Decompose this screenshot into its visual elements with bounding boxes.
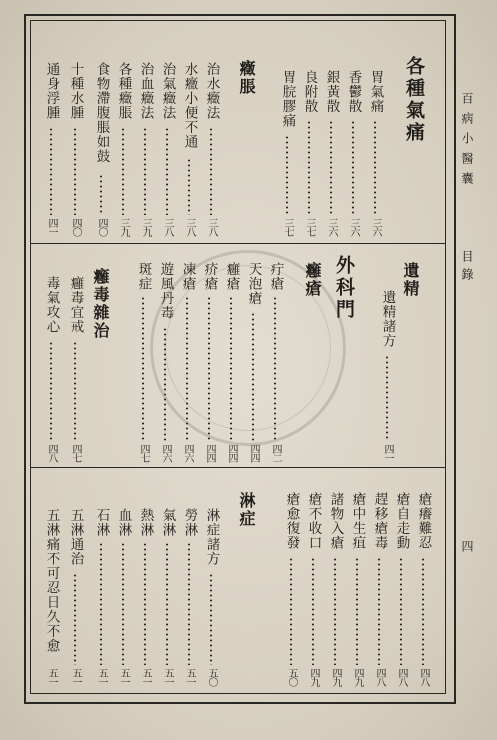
toc-entry-label: 淋症諸方 bbox=[203, 508, 220, 566]
toc-page-number: 五一 bbox=[184, 668, 195, 686]
toc-entry-label: 胃脘膠痛 bbox=[279, 70, 296, 128]
toc-entry-label: 凍瘡 bbox=[179, 262, 196, 291]
toc-leader-dots bbox=[166, 127, 168, 215]
toc-page-number: 五一 bbox=[46, 668, 57, 686]
toc-entry-label: 石淋 bbox=[93, 508, 110, 537]
toc-entry-label: 癰瘡 bbox=[223, 262, 240, 291]
toc-page-number: 五一 bbox=[96, 668, 107, 686]
toc-page-number: 三七 bbox=[304, 218, 315, 236]
toc-leader-dots bbox=[352, 120, 354, 216]
toc-entry-label: 十種水腫 bbox=[67, 62, 84, 120]
toc-page-number: 三八 bbox=[184, 218, 195, 236]
band-divider-top bbox=[30, 243, 446, 244]
toc-leader-dots bbox=[122, 127, 124, 215]
toc-page-number: 四七 bbox=[138, 444, 149, 462]
toc-page-number: 三八 bbox=[206, 218, 217, 236]
toc-page-number: 三六 bbox=[326, 218, 337, 236]
toc-leader-dots bbox=[230, 296, 232, 441]
toc-page-number: 四四 bbox=[248, 444, 259, 462]
toc-page-number: 四七 bbox=[70, 444, 81, 462]
toc-leader-dots bbox=[144, 127, 146, 215]
toc-leader-dots bbox=[142, 296, 144, 441]
toc-page-number: 五〇 bbox=[206, 668, 217, 686]
toc-leader-dots bbox=[422, 557, 424, 665]
toc-leader-dots bbox=[164, 327, 166, 441]
toc-entry-label: 各種癥脹 bbox=[115, 62, 132, 120]
toc-page-number: 五一 bbox=[162, 668, 173, 686]
toc-page-number: 四四 bbox=[204, 444, 215, 462]
toc-page-number: 五一 bbox=[118, 668, 129, 686]
toc-leader-dots bbox=[356, 557, 358, 665]
toc-leader-dots bbox=[312, 557, 314, 665]
toc-page-number: 四六 bbox=[160, 444, 171, 462]
toc-leader-dots bbox=[74, 573, 76, 665]
toc-leader-dots bbox=[208, 296, 210, 441]
toc-page-number: 五〇 bbox=[286, 668, 297, 686]
toc-entry-label: 瘡不收口 bbox=[305, 492, 322, 550]
toc-entry-label: 毒氣攻心 bbox=[43, 276, 60, 334]
toc-entry-label: 諸物入瘡 bbox=[327, 492, 344, 550]
toc-entry-label: 水癥小便不通 bbox=[181, 62, 198, 149]
inner-frame bbox=[30, 20, 446, 694]
toc-leader-dots bbox=[308, 120, 310, 216]
toc-entry-label: 瘡愈復發 bbox=[283, 492, 300, 550]
toc-page-number: 三九 bbox=[118, 218, 129, 236]
toc-entry-label: 遊風丹毒 bbox=[157, 262, 174, 320]
toc-leader-dots bbox=[74, 341, 76, 441]
toc-leader-dots bbox=[330, 120, 332, 216]
toc-entry-label: 癰毒宜戒 bbox=[67, 276, 84, 334]
toc-leader-dots bbox=[210, 573, 212, 665]
heading-sores: 癰瘡 bbox=[303, 262, 322, 298]
band-divider-bottom bbox=[30, 467, 446, 468]
toc-page-number: 三九 bbox=[140, 218, 151, 236]
toc-entry-label: 趕移瘡毒 bbox=[371, 492, 388, 550]
toc-leader-dots bbox=[252, 312, 254, 442]
toc-page-number: 四八 bbox=[418, 668, 429, 686]
toc-entry-label: 熱淋 bbox=[137, 508, 154, 537]
toc-leader-dots bbox=[100, 542, 102, 665]
toc-leader-dots bbox=[188, 542, 190, 665]
toc-entry-label: 通身浮腫 bbox=[43, 62, 60, 120]
toc-entry-label: 五淋痛不可忍日久不愈 bbox=[43, 508, 60, 653]
page-number: 四 bbox=[460, 540, 474, 560]
toc-entry-label: 瘡癢難忍 bbox=[415, 492, 432, 550]
toc-page-number: 四一 bbox=[382, 444, 393, 462]
toc-page-number: 四〇 bbox=[70, 218, 81, 236]
toc-page-number: 四九 bbox=[352, 668, 363, 686]
toc-leader-dots bbox=[378, 557, 380, 665]
toc-entry-label: 氣淋 bbox=[159, 508, 176, 537]
toc-entry-label: 香鬱散 bbox=[345, 70, 362, 114]
toc-entry-label: 胃氣痛 bbox=[367, 70, 384, 114]
toc-page-number: 四六 bbox=[182, 444, 193, 462]
toc-leader-dots bbox=[274, 296, 276, 441]
heading-surgery: 外科門 bbox=[333, 255, 355, 321]
toc-leader-dots bbox=[186, 296, 188, 441]
toc-entry-label: 良附散 bbox=[301, 70, 318, 114]
heading-lin-disease: 淋症 bbox=[237, 492, 256, 528]
heading-spermatorrhea: 遺精 bbox=[401, 262, 420, 298]
toc-page-number: 三八 bbox=[162, 218, 173, 236]
toc-page-number: 四八 bbox=[396, 668, 407, 686]
toc-page-number: 三六 bbox=[348, 218, 359, 236]
toc-entry-label: 瘡中生疽 bbox=[349, 492, 366, 550]
toc-leader-dots bbox=[144, 542, 146, 665]
book-title: 百病小醫囊 bbox=[460, 92, 474, 192]
toc-leader-dots bbox=[210, 127, 212, 215]
toc-page-number: 四二 bbox=[270, 444, 281, 462]
toc-entry-label: 斑症 bbox=[135, 262, 152, 291]
toc-page-number: 五一 bbox=[70, 668, 81, 686]
section-label: 目錄 bbox=[460, 250, 474, 286]
heading-qi-pain: 各種氣痛 bbox=[403, 56, 425, 144]
toc-entry-label: 治水癥法 bbox=[203, 62, 220, 120]
toc-page-number: 三七 bbox=[282, 218, 293, 236]
toc-entry-label: 治血癥法 bbox=[137, 62, 154, 120]
heading-zheng-zhang: 癥脹 bbox=[237, 60, 256, 96]
toc-entry-label: 五淋通治 bbox=[67, 508, 84, 566]
toc-entry-label: 疔瘡 bbox=[267, 262, 284, 291]
toc-leader-dots bbox=[100, 174, 102, 216]
toc-page-number: 三六 bbox=[370, 218, 381, 236]
toc-leader-dots bbox=[50, 341, 52, 441]
toc-page-number: 四四 bbox=[226, 444, 237, 462]
toc-leader-dots bbox=[166, 542, 168, 665]
toc-page-number: 四〇 bbox=[96, 218, 107, 236]
toc-leader-dots bbox=[286, 135, 288, 215]
toc-leader-dots bbox=[188, 158, 190, 215]
toc-entry-label: 勞淋 bbox=[181, 508, 198, 537]
toc-leader-dots bbox=[74, 127, 76, 215]
toc-leader-dots bbox=[290, 557, 292, 665]
toc-leader-dots bbox=[374, 120, 376, 216]
toc-entry-label: 瘡自走動 bbox=[393, 492, 410, 550]
toc-leader-dots bbox=[400, 557, 402, 665]
toc-leader-dots bbox=[334, 557, 336, 665]
toc-page-number: 四八 bbox=[374, 668, 385, 686]
toc-leader-dots bbox=[386, 355, 388, 441]
toc-entry-label: 食物滯腹脹如鼓 bbox=[93, 62, 110, 164]
toc-page-number: 五一 bbox=[140, 668, 151, 686]
toc-entry-label: 治氣癥法 bbox=[159, 62, 176, 120]
toc-leader-dots bbox=[50, 127, 52, 215]
toc-entry-label: 血淋 bbox=[115, 508, 132, 537]
toc-entry-label: 遺精諸方 bbox=[379, 290, 396, 348]
toc-page-number: 四一 bbox=[46, 218, 57, 236]
toc-entry-label: 銀黃散 bbox=[323, 70, 340, 114]
toc-page-number: 四九 bbox=[330, 668, 341, 686]
toc-entry-label: 天泡瘡 bbox=[245, 262, 262, 306]
toc-entry-label: 疥瘡 bbox=[201, 262, 218, 291]
toc-page-number: 四九 bbox=[308, 668, 319, 686]
toc-page-number: 四八 bbox=[46, 444, 57, 462]
toc-leader-dots bbox=[122, 542, 124, 665]
heading-toxin-misc: 癰毒雜治 bbox=[91, 268, 110, 340]
